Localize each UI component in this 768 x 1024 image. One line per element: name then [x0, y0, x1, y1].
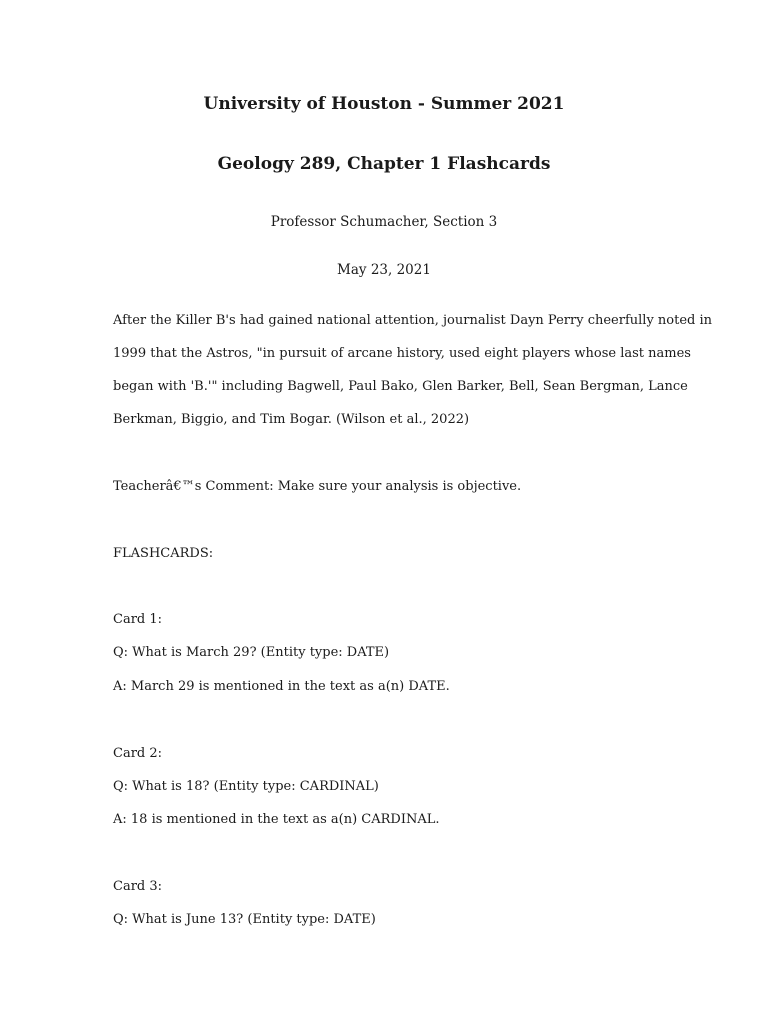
professor-line: Professor Schumacher, Section 3 [270, 214, 498, 230]
card-label: Card 3: [113, 879, 163, 894]
intro-line: began with 'B.'" including Bagwell, Paul Bako, Glen Barker, Bell, Sean Bergman, Lance [113, 379, 688, 394]
document-subtitle: Geology 289, Chapter 1 Flashcards [217, 154, 551, 174]
document-date: May 23, 2021 [337, 262, 431, 278]
card-answer: A: March 29 is mentioned in the text as a(n) DATE. [113, 679, 450, 694]
document-title: University of Houston - Summer 2021 [203, 94, 565, 114]
card-answer: A: 18 is mentioned in the text as a(n) CARDINAL. [113, 812, 440, 827]
flashcards-heading: FLASHCARDS: [113, 546, 214, 561]
teacher-comment: Teacherâ€™s Comment: Make sure your analysis is objective. [113, 479, 522, 494]
intro-line: Berkman, Biggio, and Tim Bogar. (Wilson et al., 2022) [113, 412, 470, 427]
card-question: Q: What is March 29? (Entity type: DATE) [113, 645, 390, 660]
card-label: Card 1: [113, 612, 163, 627]
card-question: Q: What is 18? (Entity type: CARDINAL) [113, 779, 379, 794]
card-question: Q: What is June 13? (Entity type: DATE) [113, 912, 376, 927]
intro-line: After the Killer B's had gained national attention, journalist Dayn Perry cheerfully noted in [113, 313, 713, 328]
intro-line: 1999 that the Astros, "in pursuit of arcane history, used eight players whose last names [113, 346, 691, 361]
card-label: Card 2: [113, 746, 163, 761]
